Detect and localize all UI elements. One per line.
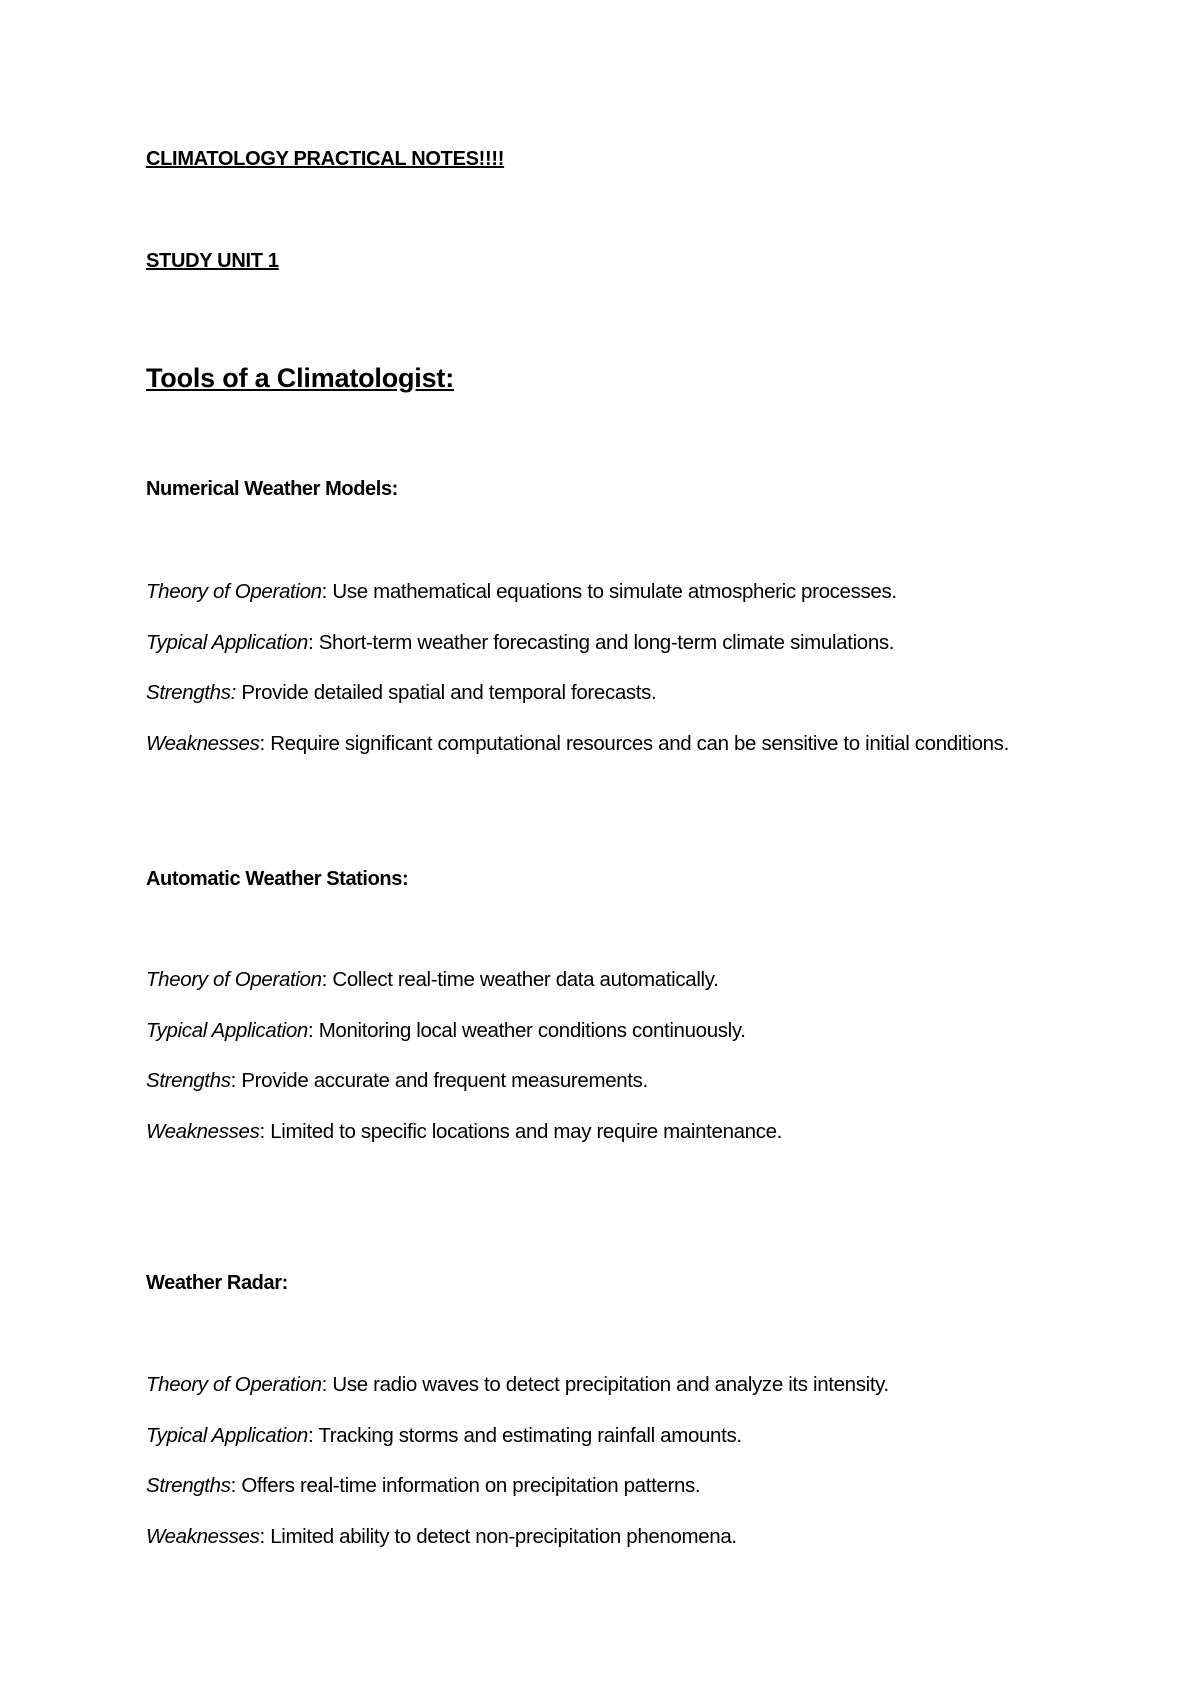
section-3-item — [146, 1525, 737, 1549]
section-1-item — [146, 631, 894, 655]
section-2-item — [146, 968, 718, 992]
section-3-item — [146, 1373, 889, 1397]
item-text: Limited to specific locations and may require maintenance. — [270, 1120, 783, 1143]
item-text: Short-term weather forecasting and long-term climate simulations. — [318, 631, 895, 654]
section-heading-automatic-weather-stations: Automatic Weather Stations: — [146, 868, 409, 890]
item-separator: : — [321, 1373, 333, 1396]
item-label: Weaknesses — [146, 1120, 260, 1143]
item-label: Weaknesses — [146, 1525, 260, 1548]
item-label: Typical Application — [146, 1424, 308, 1447]
item-label: Theory of Operation — [146, 968, 322, 991]
section-1-item — [146, 727, 1076, 760]
document-title: CLIMATOLOGY PRACTICAL NOTES!!!! — [146, 148, 505, 170]
item-text: Provide accurate and frequent measurements. — [241, 1069, 648, 1092]
item-separator: : — [230, 1069, 242, 1092]
tools-heading: Tools of a Climatologist: — [146, 363, 454, 393]
study-unit-title: STUDY UNIT 1 — [146, 250, 279, 272]
item-label: Weaknesses — [146, 732, 260, 755]
item-label: Theory of Operation — [146, 1373, 322, 1396]
item-text: Use radio waves to detect precipitation and analyze its intensity. — [332, 1373, 889, 1396]
item-separator: : — [259, 732, 271, 755]
section-2-item — [146, 1120, 782, 1144]
item-separator: : — [321, 580, 333, 603]
item-label: Strengths — [146, 1474, 231, 1497]
item-label: Typical Application — [146, 631, 308, 654]
item-label: Strengths — [146, 1069, 231, 1092]
item-text: Use mathematical equations to simulate atmospheric processes. — [332, 580, 897, 603]
item-text: Tracking storms and estimating rainfall amounts. — [318, 1424, 742, 1447]
section-3-item — [146, 1424, 742, 1448]
section-1-item — [146, 681, 656, 705]
section-heading-numerical-weather-models: Numerical Weather Models: — [146, 478, 398, 500]
item-text: Monitoring local weather conditions continuously. — [318, 1019, 746, 1042]
item-text: Require significant computational resources and can be sensitive to initial conditions. — [270, 732, 1009, 755]
item-separator: : — [321, 968, 333, 991]
item-separator: : — [308, 1019, 319, 1042]
item-separator: : — [308, 631, 319, 654]
item-text: Offers real-time information on precipitation patterns. — [241, 1474, 701, 1497]
item-label: Typical Application — [146, 1019, 308, 1042]
item-separator: : — [259, 1525, 271, 1548]
item-text: Provide detailed spatial and temporal forecasts. — [241, 681, 657, 704]
section-3-item — [146, 1474, 700, 1498]
item-separator: : — [259, 1120, 271, 1143]
item-separator: : — [230, 1474, 242, 1497]
section-1-item — [146, 580, 897, 604]
item-text: Limited ability to detect non-precipitation phenomena. — [270, 1525, 737, 1548]
item-separator: : — [308, 1424, 319, 1447]
section-2-item — [146, 1069, 648, 1093]
item-text: Collect real-time weather data automatically. — [332, 968, 719, 991]
item-label: Strengths: — [146, 681, 236, 704]
item-label: Theory of Operation — [146, 580, 322, 603]
section-heading-weather-radar: Weather Radar: — [146, 1272, 288, 1294]
section-2-item — [146, 1019, 746, 1043]
